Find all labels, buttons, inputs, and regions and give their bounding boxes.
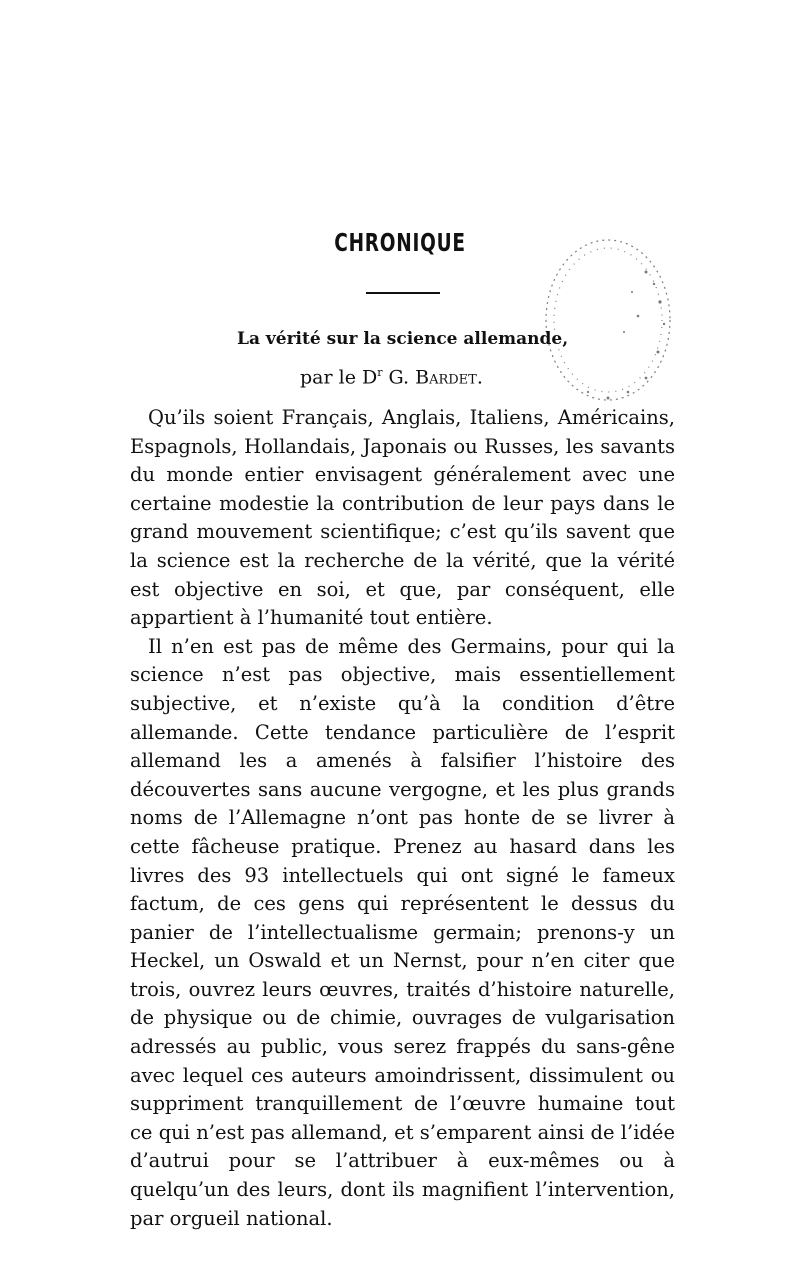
article-body <box>130 404 675 1233</box>
byline-prefix: par le D <box>300 366 378 389</box>
paragraph: Qu’ils soient Français, Anglais, Italiens, Américains, Espagnols, Hollandais, Japonais ou Russes, les savants du monde entier envisagent généralement avec une certaine modestie la contribution de leur pays dans le grand mouvement scientifique; c’est qu’ils savent que la science est la recherche de la vérité, que la vérité est objective en soi, et que, par conséquent, elle appartient à l’humanité tout entière. <box>130 406 675 630</box>
section-title: CHRONIQUE <box>334 228 466 257</box>
title-rule <box>366 292 440 294</box>
paragraph: Il n’en est pas de même des Germains, pour qui la science n’est pas objective, mais essentiellement subjective, et n’existe qu’à la condition d’être allemande. Cette tendance particulière de l’esprit allemand les a amenés à falsifier l’histoire des découvertes sans aucune vergogne, et les plus grands noms de l’Allemagne n’ont pas honte de se livrer à cette fâcheuse pratique. Prenez au hasard dans les livres des 93 intellectuels qui ont signé le fameux factum, de ces gens qui représentent le dessus du panier de l’intellectualisme germain; prenons-y un Heckel, un Oswald et un Nernst, pour n’en citer que trois, ouvrez leurs œuvres, traités d’histoire naturelle, de physique ou de chimie, ouvrages de vulgarisation adressés au public, vous serez frappés du sans-gêne avec lequel ces auteurs amoindrissent, dissimulent ou suppriment tranquillement de l’œuvre humaine tout ce qui n’est pas allemand, et s’emparent ainsi de l’idée d’autrui pour se l’attribuer à eux-mêmes ou à quelqu’un des leurs, dont ils magnifient l’intervention, par orgueil national. <box>130 634 675 1230</box>
byline-initial: G. <box>388 366 410 389</box>
author-name: Bardet. <box>415 366 483 389</box>
article-subtitle: La vérité sur la science allemande, <box>237 329 569 349</box>
byline-sup: r <box>377 366 383 379</box>
author-byline <box>300 366 600 388</box>
